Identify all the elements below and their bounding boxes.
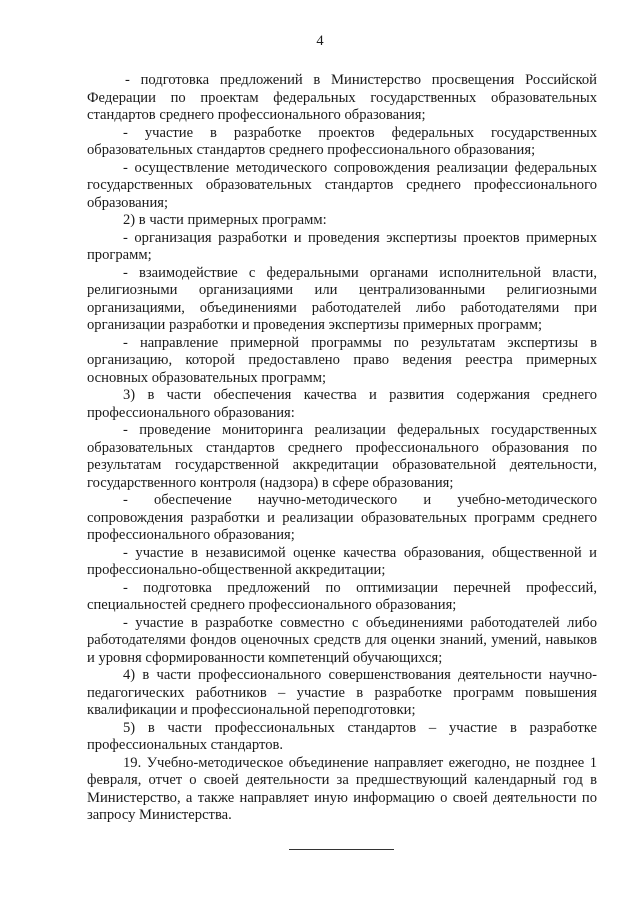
paragraph: - обеспечение научно-методического и учебно-методического сопровождения разработки и реализации образовательных программ среднего профессионального образования; [87,492,597,543]
end-divider [289,849,394,850]
paragraph: - подготовка предложений в Министерство просвещения Российской Федерации по проектам федеральных государственных образовательных стандартов среднего профессионального образования; [87,72,597,123]
page-number: 4 [316,33,324,49]
paragraph: - проведение мониторинга реализации федеральных государственных образовательных стандартов среднего профессионального образования по результатам государственной аккредитации образовательной деятельности, государственного контроля (надзора) в сфере образования; [87,422,597,491]
paragraph: - организация разработки и проведения экспертизы проектов примерных программ; [87,229,597,263]
paragraph: - участие в разработке проектов федеральных государственных образовательных стандартов среднего профессионального образования; [87,124,597,158]
paragraph: 4) в части профессионального совершенствования деятельности научно-педагогических работников – участие в разработке программ повышения квалификации и профессиональной переподготовки; [87,667,597,718]
paragraph: - осуществление методического сопровождения реализации федеральных государственных образовательных стандартов среднего профессионального образования; [87,159,597,211]
paragraph: - участие в разработке совместно с объединениями работодателей либо работодателями фондов оценочных средств для оценки знаний, умений, навыков и уровня сформированности компетенций обучающихся; [87,614,597,666]
paragraph: 3) в части обеспечения качества и развития содержания среднего профессионального образования: [87,387,597,421]
paragraph: - направление примерной программы по результатам экспертизы в организацию, которой предоставлено право ведения реестра примерных основных образовательных программ; [87,334,597,386]
paragraph: 19. Учебно-методическое объединение направляет ежегодно, не позднее 1 февраля, отчет о своей деятельности за предшествующий календарный год в Министерство, а также направляет иную информацию о своей деятельности по запросу Министерства. [87,754,597,823]
paragraph: 5) в части профессиональных стандартов – участие в разработке профессиональных стандартов. [87,719,597,753]
paragraph: - подготовка предложений по оптимизации перечней профессий, специальностей среднего профессионального образования; [87,579,597,613]
paragraph: - взаимодействие с федеральными органами исполнительной власти, религиозными организациями или централизованными религиозными организациями, объединениями работодателей либо работодателями при организации разработки и проведения экспертизы примерных программ; [87,264,597,333]
document-body [87,72,597,825]
paragraph: 2) в части примерных программ: [123,212,327,228]
paragraph: - участие в независимой оценке качества образования, общественной и профессионально-общественной аккредитации; [87,544,597,578]
